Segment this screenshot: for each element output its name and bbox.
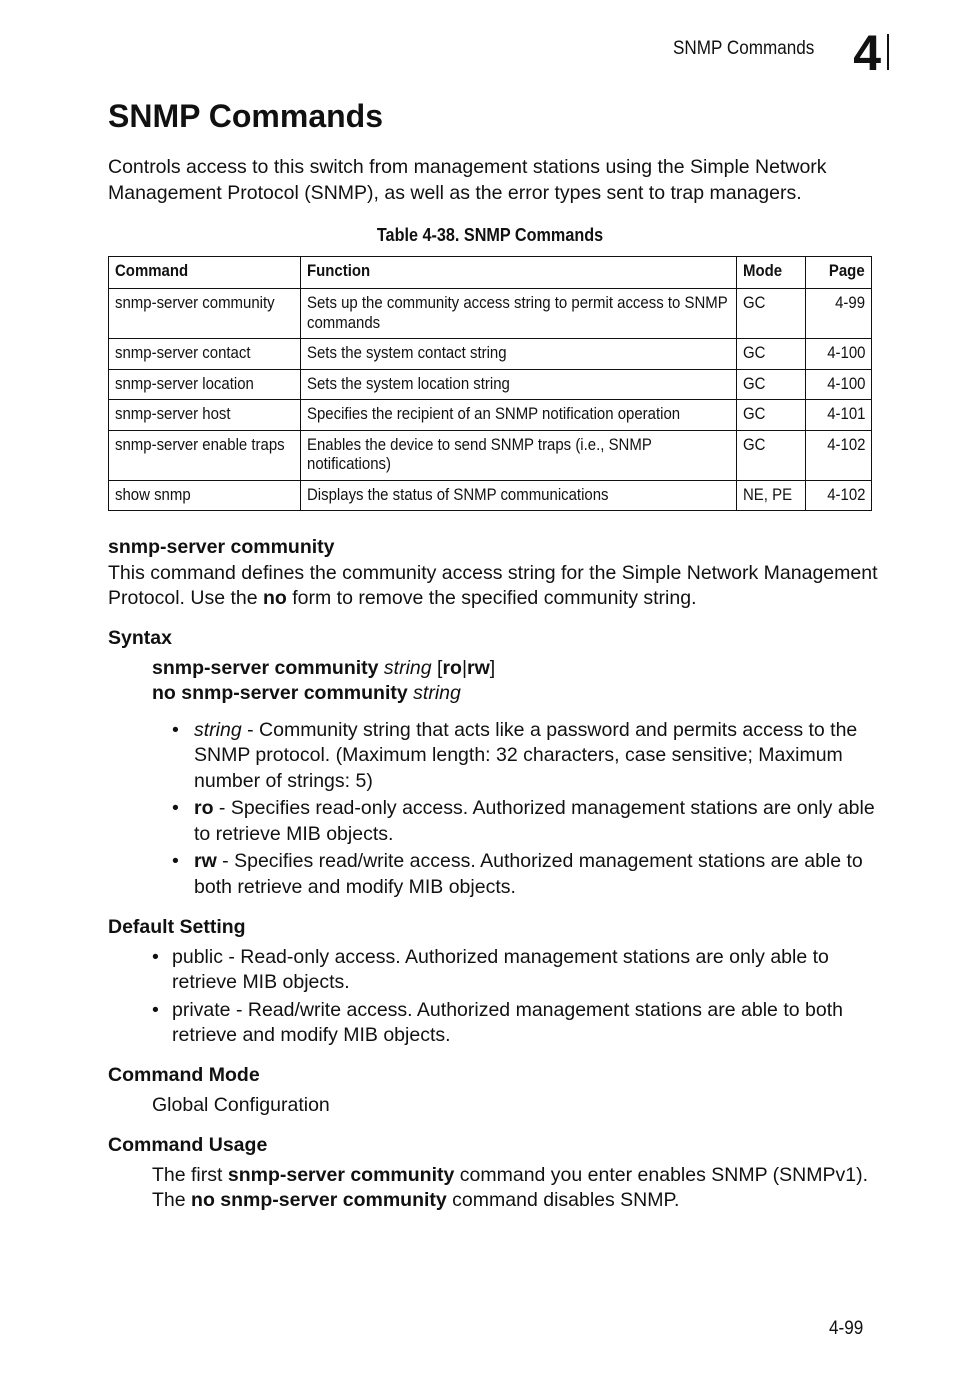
cell-command: snmp-server community xyxy=(109,289,301,339)
page-number: 4-99 xyxy=(829,1318,864,1339)
list-item: • private - Read/write access. Authorized management stations are able to both retrieve and modify MIB objects. xyxy=(152,998,843,1046)
table-caption: Table 4-38. SNMP Commands xyxy=(376,225,604,245)
bullet-icon: • xyxy=(152,945,159,968)
cell-page: 4-102 xyxy=(806,480,872,511)
table-header-row xyxy=(109,257,872,289)
syntax-section xyxy=(108,626,878,902)
cell-command: snmp-server host xyxy=(109,400,301,431)
cell-function: Sets the system location string xyxy=(301,369,737,400)
command-mode-heading: Command Mode xyxy=(108,1064,260,1086)
table-row xyxy=(109,369,872,400)
column-header-page: Page xyxy=(806,257,872,289)
cell-page: 4-102 xyxy=(806,430,872,480)
command-usage-section xyxy=(108,1133,878,1214)
command-heading: snmp-server community xyxy=(108,536,335,558)
cell-function: Sets up the community access string to permit access to SNMP commands xyxy=(301,289,737,339)
cell-page: 4-100 xyxy=(806,369,872,400)
list-item: • string - Community string that acts like a password and permits access to the SNMP protocol. (Maximum length: 32 characters, case sensitive; Maximum number of strings: 5) xyxy=(172,718,858,792)
snmp-commands-table xyxy=(108,256,872,511)
cell-function: Enables the device to send SNMP traps (i.e., SNMP notifications) xyxy=(301,430,737,480)
header-title: SNMP Commands xyxy=(673,38,815,59)
cell-command: snmp-server contact xyxy=(109,339,301,370)
intro-paragraph: Controls access to this switch from management stations using the Simple Network Management Protocol (SNMP), as well as the error types sent to trap managers. xyxy=(108,156,827,204)
parameter-list xyxy=(108,718,878,901)
command-usage-heading: Command Usage xyxy=(108,1134,268,1156)
table-row xyxy=(109,400,872,431)
syntax-heading: Syntax xyxy=(108,627,172,649)
table-row xyxy=(109,289,872,339)
bullet-icon: • xyxy=(152,998,159,1021)
bullet-icon: • xyxy=(172,718,179,741)
cell-mode: GC xyxy=(737,339,806,370)
list-item: • ro - Specifies read-only access. Authorized management stations are only able to retrieve MIB objects. xyxy=(172,797,875,845)
command-mode-text: Global Configuration xyxy=(152,1093,330,1116)
cell-page: 4-100 xyxy=(806,339,872,370)
command-section xyxy=(108,535,878,612)
command-usage-text: The first snmp-server community command you enter enables SNMP (SNMPv1). The no snmp-server community command disables SNMP. xyxy=(152,1163,869,1211)
bullet-icon: • xyxy=(172,850,179,872)
default-list xyxy=(108,945,878,1049)
cell-command: snmp-server location xyxy=(109,369,301,400)
cell-mode: GC xyxy=(737,400,806,431)
cell-mode: GC xyxy=(737,289,806,339)
command-mode-section xyxy=(108,1063,878,1118)
default-setting-section xyxy=(108,915,878,1051)
chapter-marker xyxy=(841,25,889,81)
table-row xyxy=(109,480,872,511)
page-title: SNMP Commands xyxy=(108,98,384,134)
list-item: • public - Read-only access. Authorized management stations are only able to retrieve MIB objects. xyxy=(152,945,829,993)
list-item: • rw - Specifies read/write access. Authorized management stations are able to both retrieve and modify MIB objects. xyxy=(172,850,863,898)
cell-function: Specifies the recipient of an SNMP notification operation xyxy=(301,400,737,431)
command-description: This command defines the community access string for the Simple Network Management Protocol. Use the no form to remove the specified community string. xyxy=(108,561,878,609)
cell-page: 4-99 xyxy=(806,289,872,339)
syntax-line-2: no snmp-server community string xyxy=(152,682,461,704)
chapter-number: 4 xyxy=(853,25,881,81)
cell-mode: NE, PE xyxy=(737,480,806,511)
table-row xyxy=(109,430,872,480)
cell-function: Sets the system contact string xyxy=(301,339,737,370)
cell-command: snmp-server enable traps xyxy=(109,430,301,480)
column-header-command: Command xyxy=(109,257,301,289)
cell-function: Displays the status of SNMP communications xyxy=(301,480,737,511)
syntax-line-1: snmp-server community string [ro|rw] xyxy=(152,656,496,679)
bullet-icon: • xyxy=(172,797,179,819)
cell-mode: GC xyxy=(737,430,806,480)
column-header-function: Function xyxy=(301,257,737,289)
table-row xyxy=(109,339,872,370)
cell-page: 4-101 xyxy=(806,400,872,431)
cell-command: show snmp xyxy=(109,480,301,511)
default-setting-heading: Default Setting xyxy=(108,916,246,938)
column-header-mode: Mode xyxy=(737,257,806,289)
cell-mode: GC xyxy=(737,369,806,400)
